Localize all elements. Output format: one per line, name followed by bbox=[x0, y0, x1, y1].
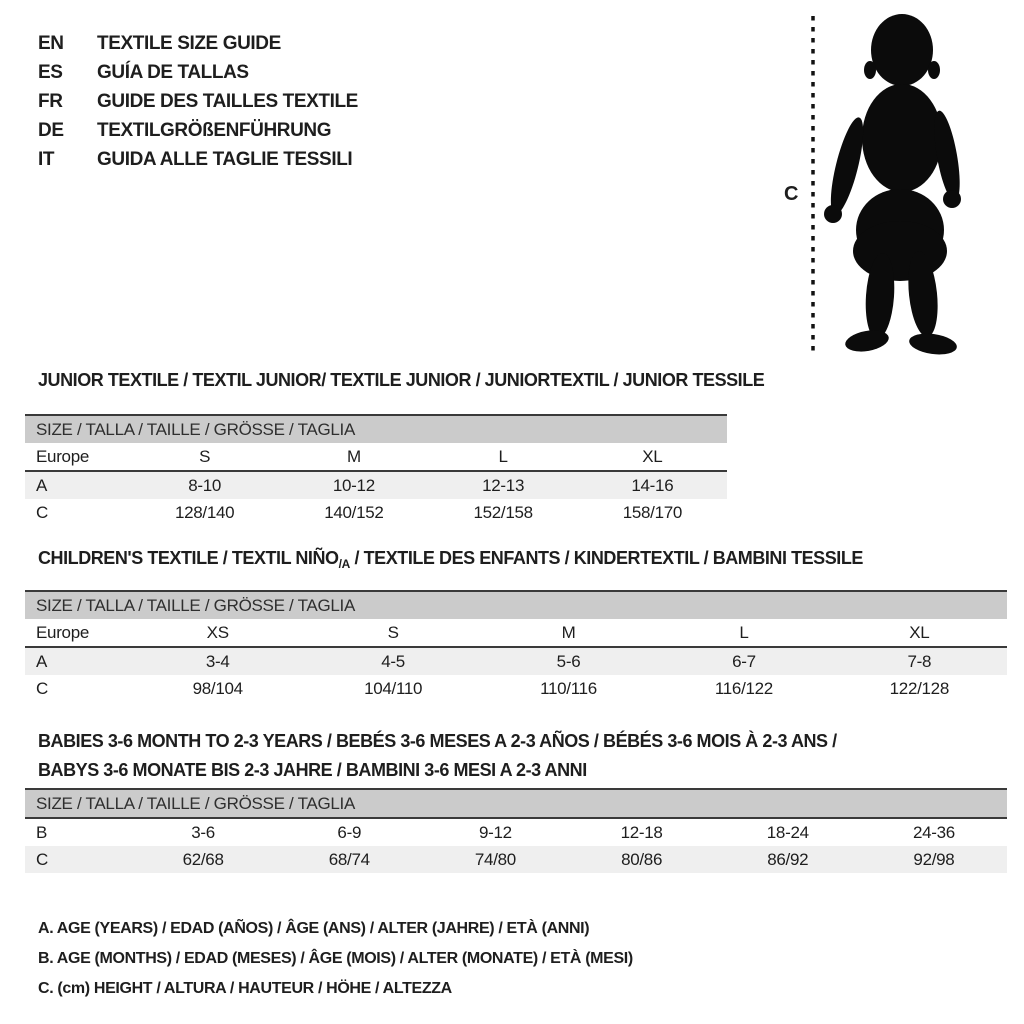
table-row-age bbox=[25, 648, 1007, 675]
age-cell: 3-6 bbox=[191, 822, 215, 842]
age-cell: 12-13 bbox=[482, 475, 525, 495]
language-code: IT bbox=[38, 148, 55, 170]
footnotes bbox=[38, 914, 633, 1004]
language-title: GUIDE DES TAILLES TEXTILE bbox=[97, 90, 358, 112]
height-cell: 140/152 bbox=[324, 502, 384, 522]
row-label: Europe bbox=[36, 446, 90, 466]
row-label: C bbox=[36, 678, 48, 698]
table-row-height bbox=[25, 499, 727, 526]
language-title: TEXTILE SIZE GUIDE bbox=[97, 33, 281, 55]
size-cell: XL bbox=[642, 446, 663, 466]
age-cell: 9-12 bbox=[479, 822, 512, 842]
footnote-b: B. AGE (MONTHS) / EDAD (MESES) / ÂGE (MOIS) / ALTER (MONATE) / ETÀ (MESI) bbox=[38, 950, 633, 967]
footnote-c: C. (cm) HEIGHT / ALTURA / HAUTEUR / HÖHE / ALTEZZA bbox=[38, 980, 452, 997]
height-cell: 110/116 bbox=[540, 678, 597, 698]
age-cell: 18-24 bbox=[766, 822, 809, 842]
row-label: C bbox=[36, 502, 48, 522]
row-label: C bbox=[36, 849, 48, 869]
height-cell: 62/68 bbox=[182, 849, 224, 869]
table-row-europe bbox=[25, 619, 1007, 648]
babies-size-table bbox=[25, 788, 1007, 873]
age-cell: 3-4 bbox=[205, 651, 230, 671]
language-row-fr bbox=[38, 88, 358, 117]
row-label: B bbox=[36, 822, 48, 842]
babies-title-line1: BABIES 3-6 MONTH TO 2-3 YEARS / BEBÉS 3-6 MESES A 2-3 AÑOS / BÉBÉS 3-6 MOIS À 2-3 ANS / bbox=[38, 731, 837, 751]
height-cell: 158/170 bbox=[622, 502, 683, 522]
children-title-subscript: /A bbox=[338, 557, 350, 571]
height-label: C bbox=[784, 183, 799, 205]
table-row-height bbox=[25, 846, 1007, 873]
size-cell: S bbox=[199, 446, 211, 466]
babies-section-title bbox=[38, 727, 837, 785]
size-header-bar: SIZE / TALLA / TAILLE / GRÖSSE / TAGLIA bbox=[25, 590, 1007, 619]
language-row-de bbox=[38, 116, 358, 145]
language-code: DE bbox=[38, 119, 64, 141]
junior-section-title: JUNIOR TEXTILE / TEXTIL JUNIOR/ TEXTILE JUNIOR / JUNIORTEXTIL / JUNIOR TESSILE bbox=[38, 370, 765, 390]
children-section-title bbox=[38, 548, 863, 571]
age-cell: 10-12 bbox=[332, 475, 375, 495]
age-cell: 14-16 bbox=[631, 475, 674, 495]
table-row-europe bbox=[25, 443, 727, 472]
age-cell: 6-7 bbox=[732, 651, 756, 671]
size-cell: L bbox=[498, 446, 508, 466]
toddler-shape bbox=[824, 14, 965, 357]
height-cell: 74/80 bbox=[474, 849, 516, 869]
height-cell: 128/140 bbox=[174, 502, 235, 522]
junior-size-table bbox=[25, 414, 727, 526]
age-cell: 12-18 bbox=[620, 822, 663, 842]
size-cell: M bbox=[346, 446, 361, 466]
row-label: A bbox=[36, 475, 48, 495]
language-code: FR bbox=[38, 90, 63, 112]
language-title: TEXTILGRÖßENFÜHRUNG bbox=[97, 119, 332, 141]
children-title-text: / TEXTILE DES ENFANTS / KINDERTEXTIL / BAMBINI TESSILE bbox=[349, 548, 863, 568]
size-cell: S bbox=[387, 622, 399, 642]
height-cell: 68/74 bbox=[328, 849, 370, 869]
age-cell: 4-5 bbox=[381, 651, 405, 671]
language-code: EN bbox=[38, 33, 64, 55]
age-cell: 6-9 bbox=[337, 822, 362, 842]
table-row-height bbox=[25, 675, 1007, 702]
children-title-text: CHILDREN'S TEXTILE / TEXTIL NIÑO bbox=[38, 548, 339, 568]
age-cell: 8-10 bbox=[188, 475, 222, 495]
table-row-age-months bbox=[25, 819, 1007, 846]
footnote-a: A. AGE (YEARS) / EDAD (AÑOS) / ÂGE (ANS) / ALTER (JAHRE) / ETÀ (ANNI) bbox=[38, 920, 590, 937]
size-header-bar: SIZE / TALLA / TAILLE / GRÖSSE / TAGLIA bbox=[25, 788, 1007, 819]
size-cell: XL bbox=[909, 622, 930, 642]
height-cell: 116/122 bbox=[714, 678, 773, 698]
age-cell: 24-36 bbox=[912, 822, 955, 842]
row-label: A bbox=[36, 651, 48, 671]
toddler-silhouette bbox=[780, 8, 980, 358]
children-size-table bbox=[25, 590, 1007, 702]
age-cell: 5-6 bbox=[556, 651, 581, 671]
height-cell: 152/158 bbox=[473, 502, 533, 522]
size-cell: M bbox=[561, 622, 576, 642]
language-title: GUIDA ALLE TAGLIE TESSILI bbox=[97, 148, 353, 170]
height-cell: 86/92 bbox=[767, 849, 809, 869]
language-row-it bbox=[38, 145, 358, 174]
language-row-es bbox=[38, 59, 358, 88]
height-cell: 80/86 bbox=[621, 849, 663, 869]
height-cell: 104/110 bbox=[364, 678, 423, 698]
row-label: Europe bbox=[36, 622, 90, 642]
size-header-bar: SIZE / TALLA / TAILLE / GRÖSSE / TAGLIA bbox=[25, 414, 727, 443]
language-row-en bbox=[38, 30, 358, 59]
table-row-age bbox=[25, 472, 727, 499]
height-cell: 92/98 bbox=[913, 849, 955, 869]
babies-title-line2: BABYS 3-6 MONATE BIS 2-3 JAHRE / BAMBINI 3-6 MESI A 2-3 ANNI bbox=[38, 760, 587, 780]
height-cell: 122/128 bbox=[889, 678, 949, 698]
size-cell: L bbox=[739, 622, 749, 642]
size-cell: XS bbox=[206, 622, 229, 642]
language-title: GUÍA DE TALLAS bbox=[97, 62, 249, 84]
language-list bbox=[38, 30, 358, 174]
language-code: ES bbox=[38, 62, 63, 84]
age-cell: 7-8 bbox=[907, 651, 932, 671]
height-cell: 98/104 bbox=[192, 678, 243, 698]
